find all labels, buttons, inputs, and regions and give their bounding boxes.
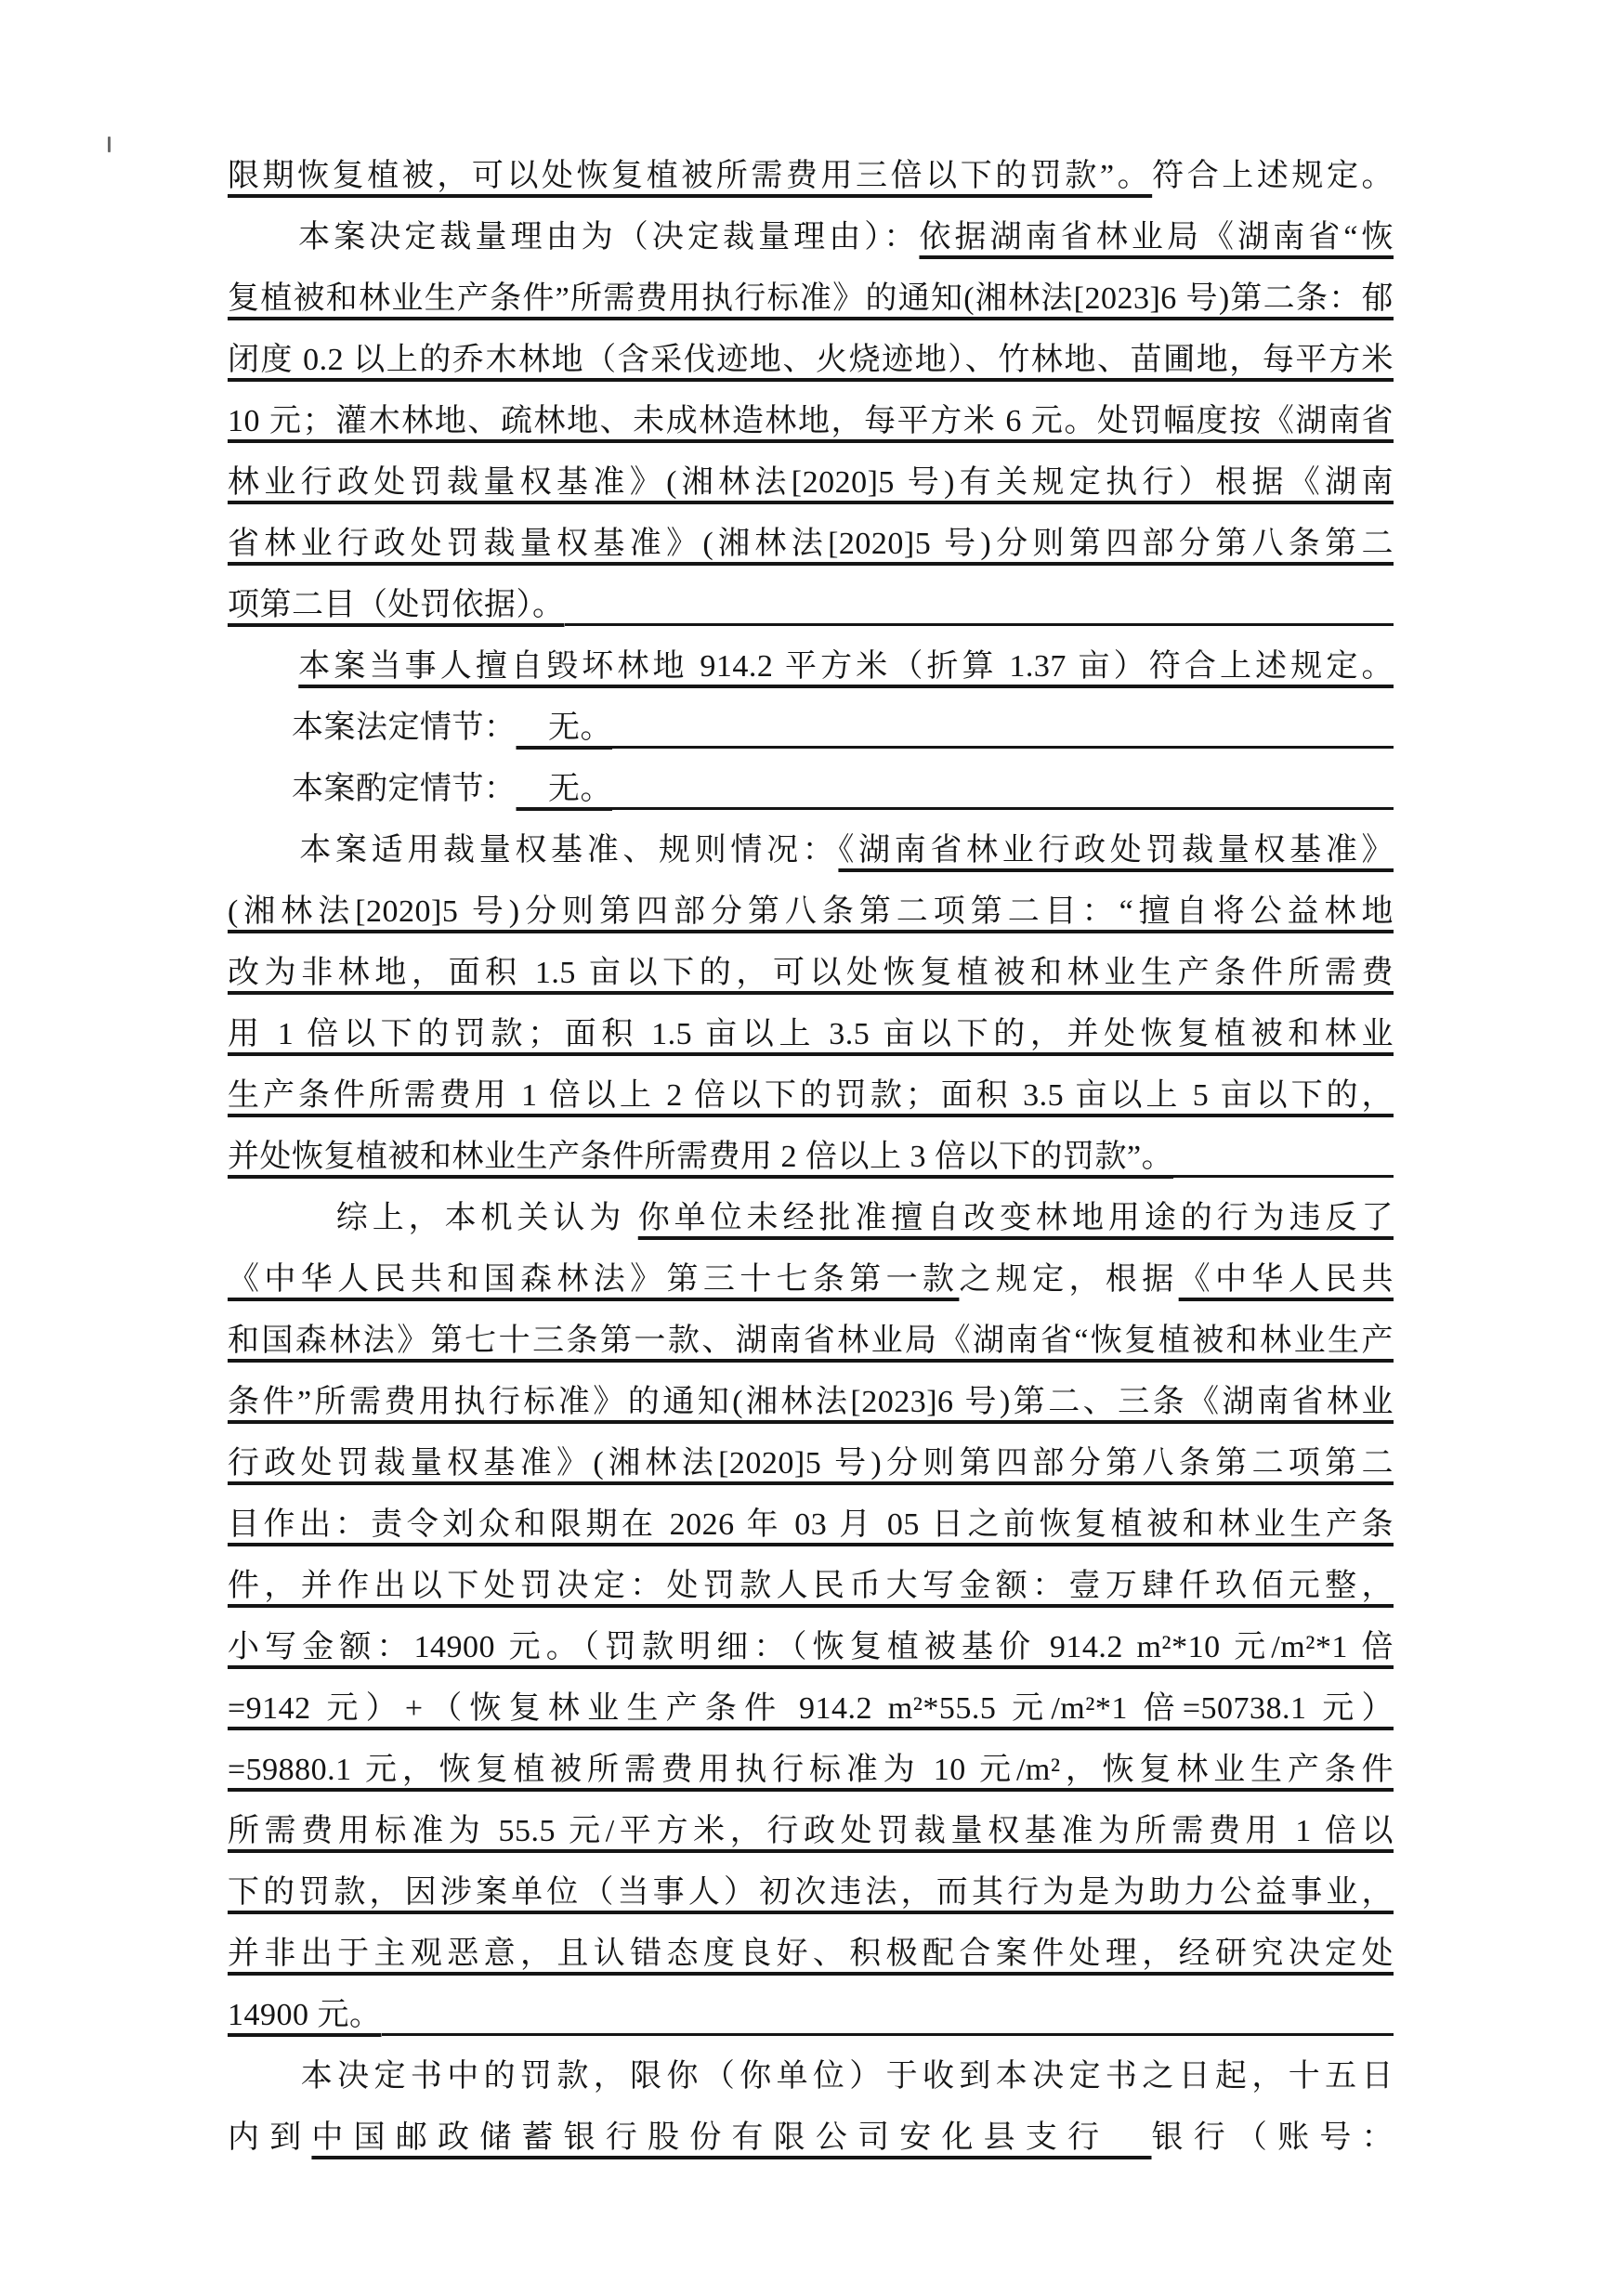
- plain-text: 本案决定裁量理由为（决定裁量理由）：: [228, 220, 920, 254]
- underlined-text: 小写金额：14900 元。（罚款明细：（恢复植被基价 914.2 m²*10 元/m²*1 倍: [228, 1630, 1394, 1664]
- document-line-23: [228, 1494, 1394, 1556]
- document-line-20: [228, 1311, 1394, 1372]
- document-line-26: [228, 1678, 1394, 1740]
- underlined-text: 中国邮政储蓄银行股份有限公司安化县支行: [311, 2120, 1152, 2155]
- underlined-text: 你单位未经批准擅自改变林地用途的行为违反了: [637, 1201, 1394, 1235]
- underlined-text: 和国森林法》第七十三条第一款、湖南省林业局《湖南省“恢复植被和林业生产: [228, 1324, 1394, 1358]
- plain-text: 本案法定情节：: [228, 711, 517, 745]
- underlined-text: 生产条件所需费用 1 倍以上 2 倍以下的罚款；面积 3.5 亩以上 5 亩以下的，: [228, 1078, 1394, 1113]
- document-line-30: [228, 1924, 1394, 1985]
- document-line-33: [228, 2107, 1394, 2169]
- underlined-text: 依据湖南省林业局《湖南省“恢: [919, 220, 1394, 254]
- document-line-10: [228, 698, 1394, 759]
- underlined-text: (湘林法[2020]5 号)分则第四部分第八条第二项第二目：“擅自将公益林地: [228, 894, 1394, 929]
- underlined-text: 10 元；灌木林地、疏林地、未成林造林地，每平方米 6 元。处罚幅度按《湖南省: [228, 404, 1394, 438]
- underlined-text: 项第二目（处罚依据）。: [228, 588, 565, 622]
- underlined-text: 并非出于主观恶意，且认错态度良好、积极配合案件处理，经研究决定处: [228, 1937, 1394, 1971]
- underlined-text: =9142 元）+（恢复林业生产条件 914.2 m²*55.5 元/m²*1 倍=50738.1 元）: [228, 1691, 1394, 1726]
- plain-text: 本决定书中的罚款，限你（你单位）于收到本决定书之日起，十五日: [228, 2059, 1394, 2094]
- underlined-text: 所需费用标准为 55.5 元/平方米，行政处罚裁量权基准为所需费用 1 倍以: [228, 1814, 1394, 1848]
- underlined-text: 闭度 0.2 以上的乔木林地（含采伐迹地、火烧迹地）、竹林地、苗圃地，每平方米: [228, 343, 1394, 377]
- plain-text: 符合上述规定。: [1152, 159, 1394, 193]
- underlined-text: 下的罚款，因涉案单位（当事人）初次违法，而其行为是为助力公益事业，: [228, 1875, 1394, 1910]
- underlined-text: 件，并作出以下处罚决定：处罚款人民币大写金额：壹万肆仟玖佰元整，: [228, 1569, 1394, 1603]
- underlined-text: 14900 元。: [228, 1998, 382, 2032]
- underlined-text: 林业行政处罚裁量权基准》(湘林法[2020]5 号)有关规定执行）根据《湖南: [228, 465, 1394, 500]
- underlined-text: 无。: [516, 772, 612, 806]
- underlined-text: 条件”所需费用执行标准》的通知(湘林法[2023]6 号)第二、三条《湖南省林业: [228, 1385, 1394, 1419]
- underlined-text: =59880.1 元，恢复植被所需费用执行标准为 10 元/m²，恢复林业生产条件: [228, 1753, 1394, 1787]
- underlined-text: 并处恢复植被和林业生产条件所需费用 2 倍以上 3 倍以下的罚款”。: [228, 1140, 1174, 1174]
- document-line-17: [228, 1127, 1394, 1188]
- underlined-text: 限期恢复植被，可以处恢复植被所需费用三倍以下的罚款”。: [228, 159, 1153, 193]
- plain-text: 本案酌定情节：: [228, 772, 517, 806]
- document-line-2: [228, 207, 1394, 268]
- document-line-21: [228, 1372, 1394, 1433]
- underlined-text: 省林业行政处罚裁量权基准》(湘林法[2020]5 号)分则第四部分第八条第二: [228, 527, 1394, 561]
- underlined-text: 改为非林地，面积 1.5 亩以下的，可以处恢复植被和林业生产条件所需费: [228, 956, 1394, 990]
- document-line-18: [228, 1188, 1394, 1249]
- document-line-22: [228, 1433, 1394, 1494]
- document-line-27: [228, 1740, 1394, 1801]
- plain-text: 综上，本机关认为: [228, 1201, 638, 1235]
- document-line-9: [228, 636, 1394, 698]
- document-line-1: [228, 146, 1394, 207]
- document-line-14: [228, 943, 1394, 1004]
- underlined-text: 用 1 倍以下的罚款；面积 1.5 亩以上 3.5 亩以下的，并处恢复植被和林业: [228, 1017, 1394, 1051]
- underlined-text: 复植被和林业生产条件”所需费用执行标准》的通知(湘林法[2023]6 号)第二条：郁: [228, 281, 1394, 316]
- document-line-31: [228, 1985, 1394, 2046]
- scan-artifact-tick: [108, 137, 111, 152]
- blank-underline: [565, 623, 1394, 626]
- blank-underline: [612, 746, 1394, 749]
- document-line-13: [228, 881, 1394, 943]
- underlined-text: 行政处罚裁量权基准》(湘林法[2020]5 号)分则第四部分第八条第二项第二: [228, 1446, 1394, 1481]
- document-line-16: [228, 1065, 1394, 1127]
- underlined-text: 《中华人民共和国森林法》第三十七条第一款: [228, 1262, 960, 1297]
- plain-text: 银行（账号：: [1151, 2120, 1394, 2155]
- underlined-text: 《中华人民共: [1178, 1262, 1394, 1297]
- plain-text: 之规定，根据: [959, 1262, 1179, 1297]
- document-line-15: [228, 1004, 1394, 1065]
- document-line-29: [228, 1862, 1394, 1924]
- blank-underline: [1173, 1175, 1394, 1178]
- underlined-text: 无。: [516, 711, 612, 745]
- plain-text: 内到: [228, 2120, 312, 2155]
- document-line-28: [228, 1801, 1394, 1862]
- document-line-4: [228, 330, 1394, 391]
- document-line-6: [228, 452, 1394, 514]
- document-line-12: [228, 820, 1394, 881]
- document-body: [228, 146, 1394, 2169]
- document-line-24: [228, 1556, 1394, 1617]
- plain-text: 本案适用裁量权基准、规则情况：: [228, 833, 839, 868]
- underlined-text: 本案当事人擅自毁坏林地 914.2 平方米（折算 1.37 亩）符合上述规定。: [298, 649, 1394, 684]
- document-line-5: [228, 391, 1394, 452]
- document-line-11: [228, 759, 1394, 820]
- blank-underline: [612, 807, 1394, 810]
- document-line-19: [228, 1249, 1394, 1311]
- document-line-7: [228, 514, 1394, 575]
- document-line-3: [228, 268, 1394, 330]
- document-line-8: [228, 575, 1394, 636]
- document-line-32: [228, 2046, 1394, 2107]
- document-line-25: [228, 1617, 1394, 1678]
- blank-underline: [382, 2033, 1394, 2036]
- underlined-text: 目作出：责令刘众和限期在 2026 年 03 月 05 日之前恢复植被和林业生产条: [228, 1507, 1394, 1542]
- underlined-text: 《湖南省林业行政处罚裁量权基准》: [838, 833, 1394, 868]
- plain-text: [228, 649, 298, 684]
